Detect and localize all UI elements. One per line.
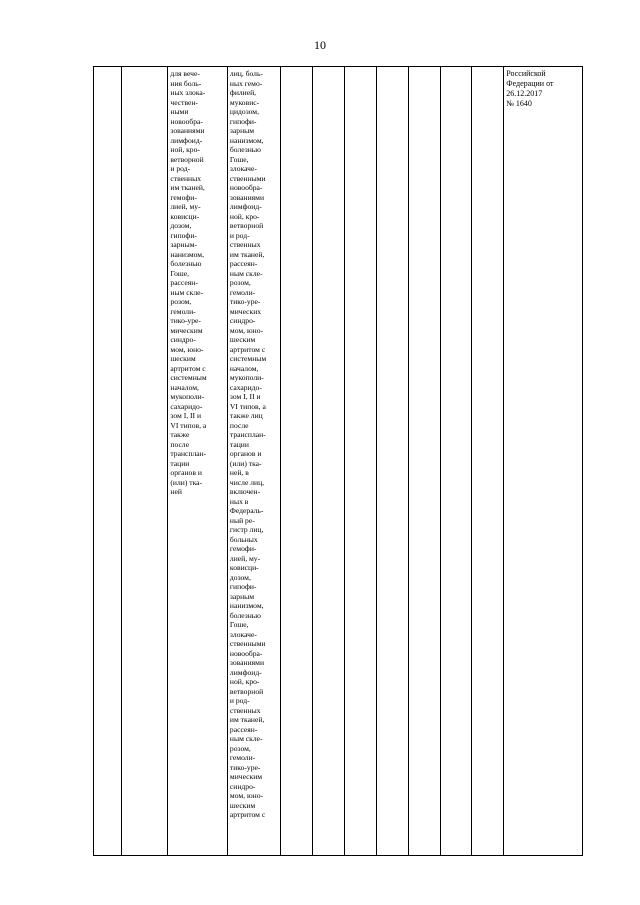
cell-recipients <box>227 67 280 856</box>
cell-name <box>121 67 168 856</box>
document-ref-text: Российской Федерации от 26.12.2017 № 1640 <box>506 69 554 108</box>
cell-empty-3 <box>344 67 376 856</box>
purpose-text: для вече- ния боль- ных злока- чествен- ными новообра- зованиями лимфоид- ной, кро- ветворной и род- ственных им тканей, гемофи- лией, му- ковисци- дозом, гипофи- зарным- нанизмом, болезнью Гоше, рассеян- ным скле- розом, гемоли- тико-уре- мическим синдро- мом, юно- шеским артритом с системным началом, мукополи- сахаридо- зом I, II и VI типов, а также после трансплан- тации органов и (или) тка- ней <box>170 69 207 496</box>
cell-purpose <box>168 67 228 856</box>
page-number: 10 <box>314 38 326 52</box>
cell-empty-2 <box>312 67 344 856</box>
cell-empty-4 <box>376 67 408 856</box>
recipients-text: лиц, боль- ных гемо- филией, муковис- цидозом, гипофи- зарным нанизмом, болезнью Гоше, злокаче- ственными новообра- зованиями лимфоид- ной, кро- ветворной и род- ственных им тканей, рассеян- ным скле- розом, гемоли- тико-уре- мических синдро- мом, юно- шеским артритом с системным началом, мукополи- сахаридо- зом I, II и VI типов, а также лиц после трансплан- тации органов и (или) тка- ней, в числе лиц, включен- ных в Федераль- ный ре- гистр лиц, больных гемофи- лией, му- ковисци- дозом, гипофи- зарным нанизмом, болезнью Гоше, злокаче- ственными новообра- зованиями лимфоид- ной, кро- ветворной и род- ственных им тканей, рассеян- ным скле- розом, гемоли- тико-уре- мическим синдро- мом, юно- шеским артритом с <box>229 69 267 819</box>
cell-index <box>94 67 122 856</box>
cell-empty-6 <box>440 67 472 856</box>
cell-document-ref <box>504 67 583 856</box>
cell-empty-5 <box>408 67 440 856</box>
table-row <box>94 67 583 856</box>
cell-empty-7 <box>472 67 504 856</box>
data-table <box>93 66 583 856</box>
cell-empty-1 <box>281 67 313 856</box>
